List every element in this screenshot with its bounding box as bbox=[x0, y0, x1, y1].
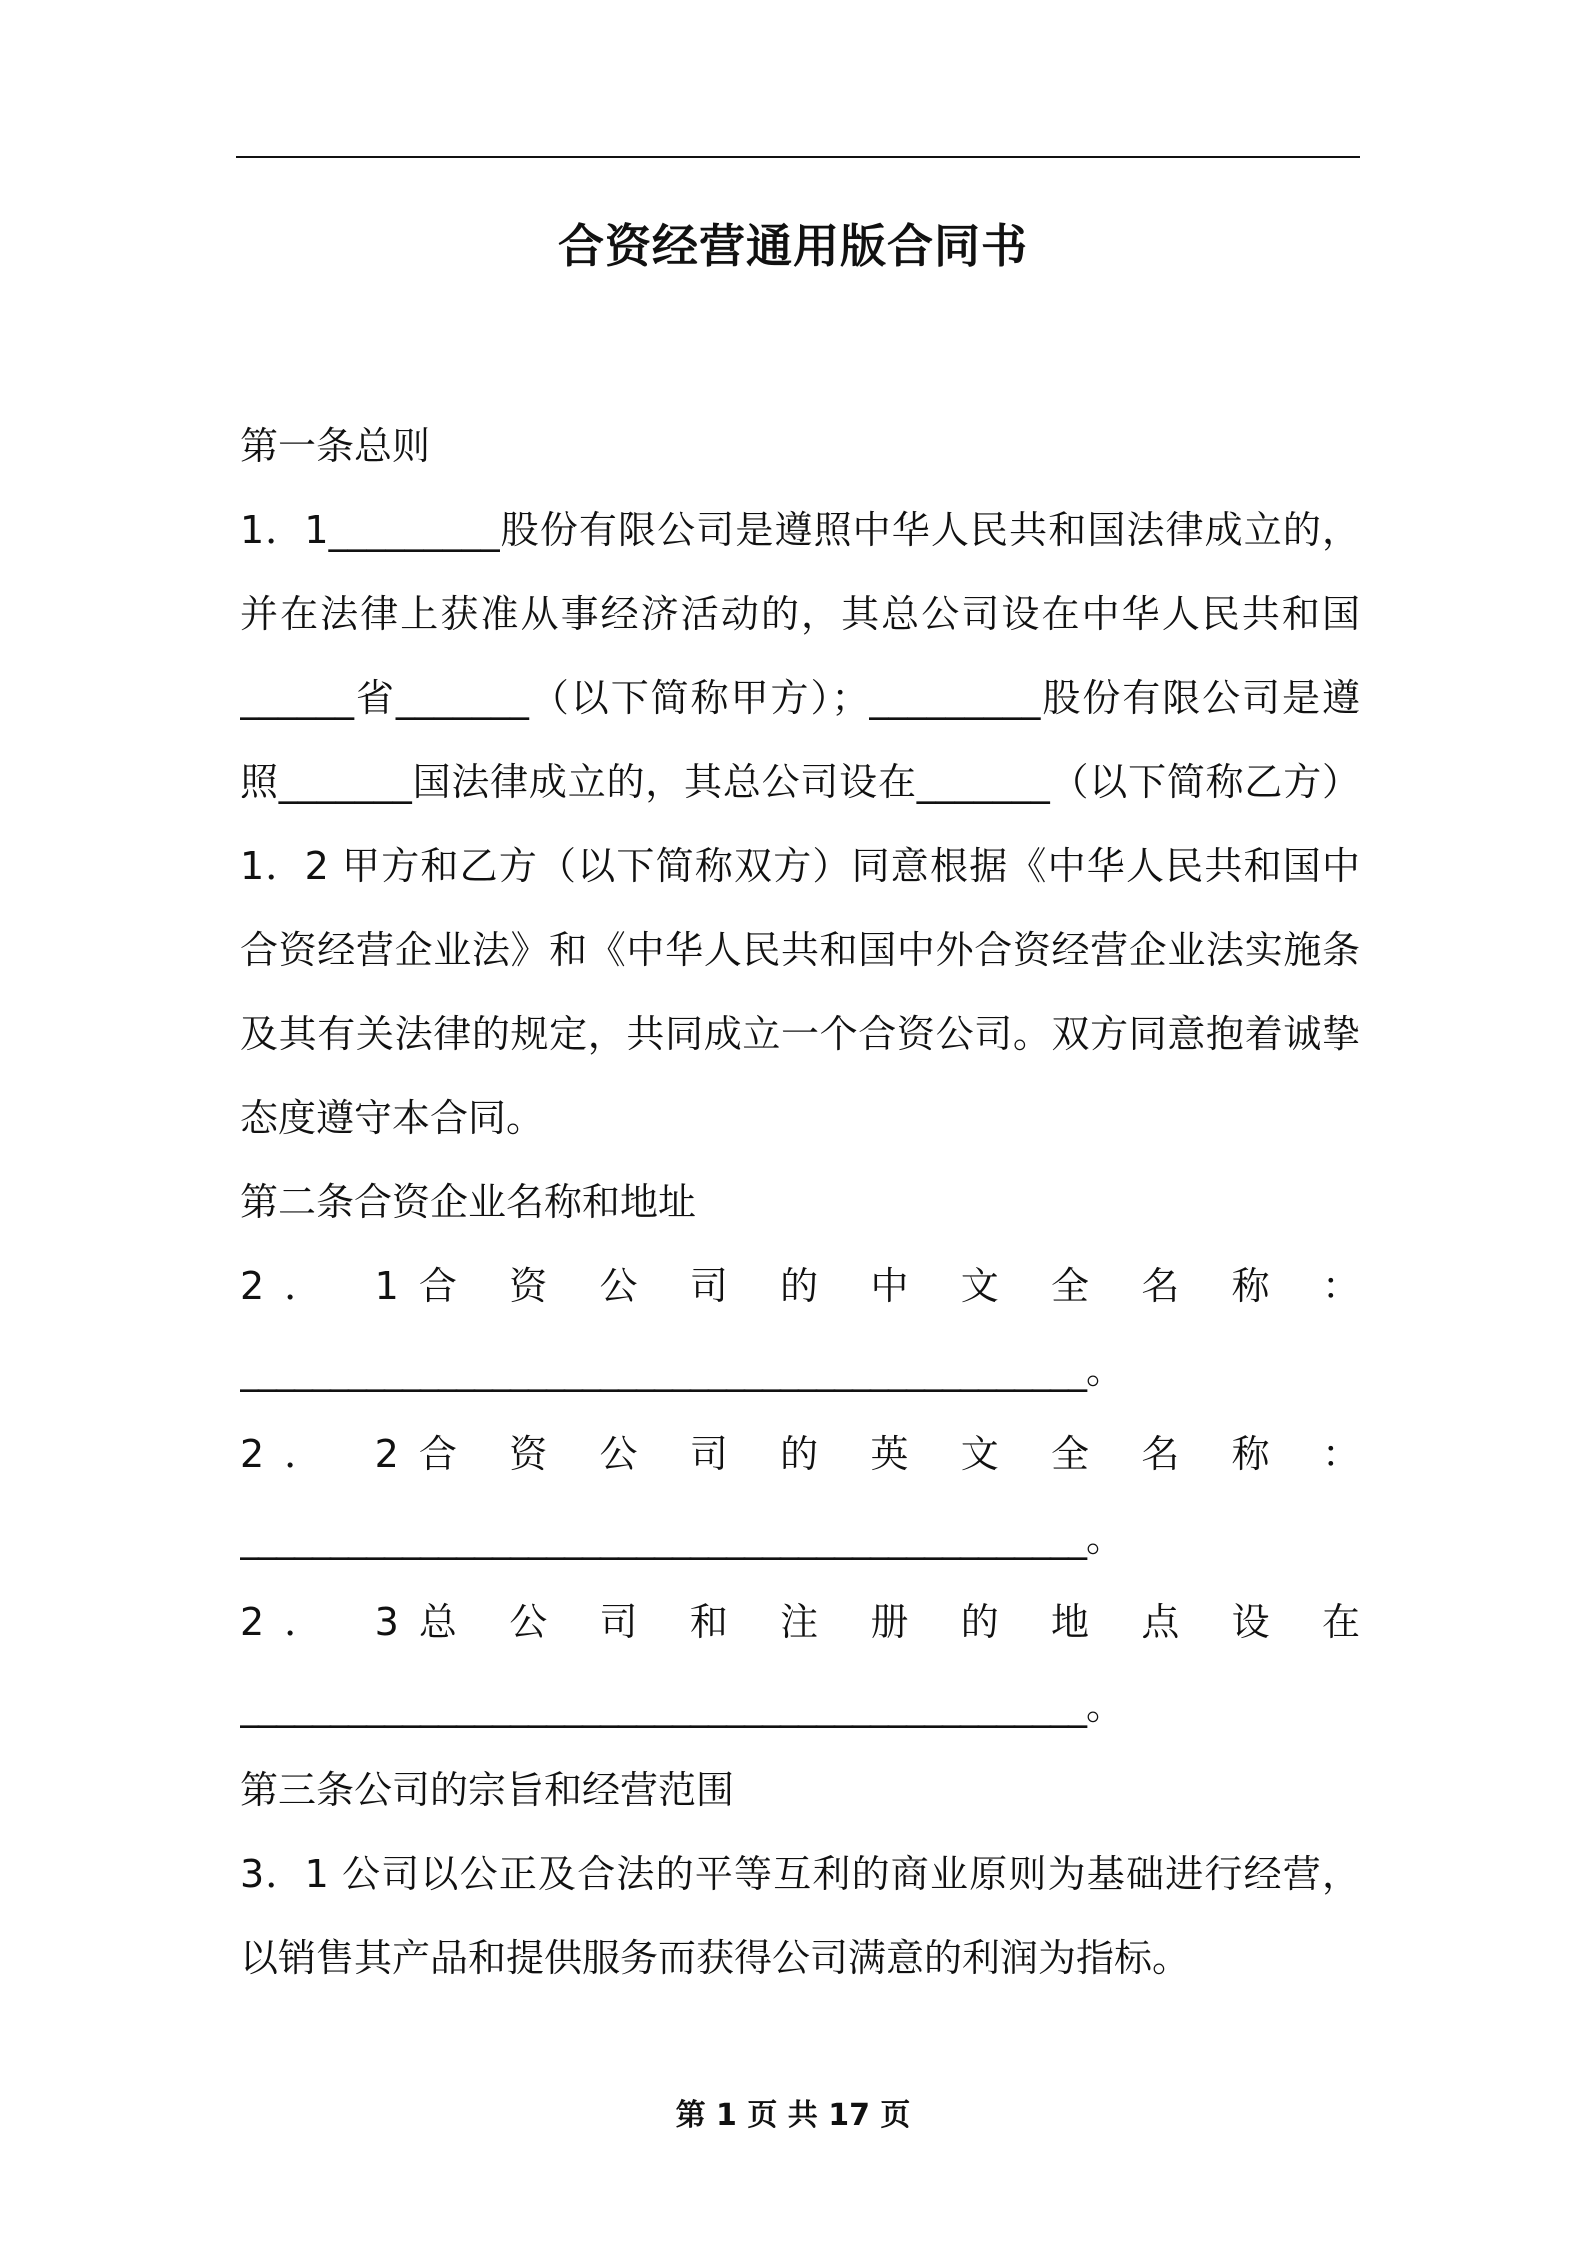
clause-3-1-line-1: 3．1 公司以公正及合法的平等互利的商业原则为基础进行经营， bbox=[240, 1852, 1360, 1896]
clause-1-1-line-1: 1．1_________股份有限公司是遵照中华人民共和国法律成立的， bbox=[240, 508, 1360, 552]
clause-2-1-label: 2． 1合 资 公 司 的 中 文 全 名 称 ： bbox=[240, 1264, 1360, 1308]
document-body bbox=[240, 404, 1360, 2000]
clause-2-3-blank: _______________________________________________。 bbox=[240, 1684, 1124, 1728]
clause-2-2-blank: _______________________________________________。 bbox=[240, 1516, 1124, 1560]
clause-2-1-blank: _______________________________________________。 bbox=[240, 1348, 1124, 1392]
clause-2-3-label: 2． 3总 公 司 和 注 册 的 地 点 设 在 bbox=[240, 1600, 1360, 1644]
header-rule bbox=[236, 156, 1360, 158]
clause-1-1-line-4: 照_______国法律成立的，其总公司设在_______（以下简称乙方） bbox=[240, 760, 1360, 804]
clause-1-2-line-3: 及其有关法律的规定，共同成立一个合资公司。双方同意抱着诚挚 bbox=[240, 1012, 1360, 1056]
article-3-heading: 第三条公司的宗旨和经营范围 bbox=[240, 1768, 735, 1812]
page-number: 第 1 页 共 17 页 bbox=[675, 2098, 911, 2133]
article-1-heading: 第一条总则 bbox=[240, 424, 431, 468]
clause-1-2-line-2: 合资经营企业法》和《中华人民共和国中外合资经营企业法实施条 bbox=[240, 928, 1360, 972]
clause-1-1-line-2: 并在法律上获准从事经济活动的，其总公司设在中华人民共和国 bbox=[240, 592, 1360, 636]
clause-2-2-label: 2． 2合 资 公 司 的 英 文 全 名 称 ： bbox=[240, 1432, 1360, 1476]
clause-1-1-line-3: ______省_______（以下简称甲方）；_________股份有限公司是遵 bbox=[240, 676, 1360, 720]
clause-1-2-line-4: 态度遵守本合同。 bbox=[240, 1096, 545, 1140]
article-2-heading: 第二条合资企业名称和地址 bbox=[240, 1180, 697, 1224]
clause-3-1-line-2: 以销售其产品和提供服务而获得公司满意的利润为指标。 bbox=[240, 1936, 1191, 1980]
document-title: 合资经营通用版合同书 bbox=[558, 219, 1028, 273]
clause-1-2-line-1: 1．2 甲方和乙方（以下简称双方）同意根据《中华人民共和国中 bbox=[240, 844, 1360, 888]
